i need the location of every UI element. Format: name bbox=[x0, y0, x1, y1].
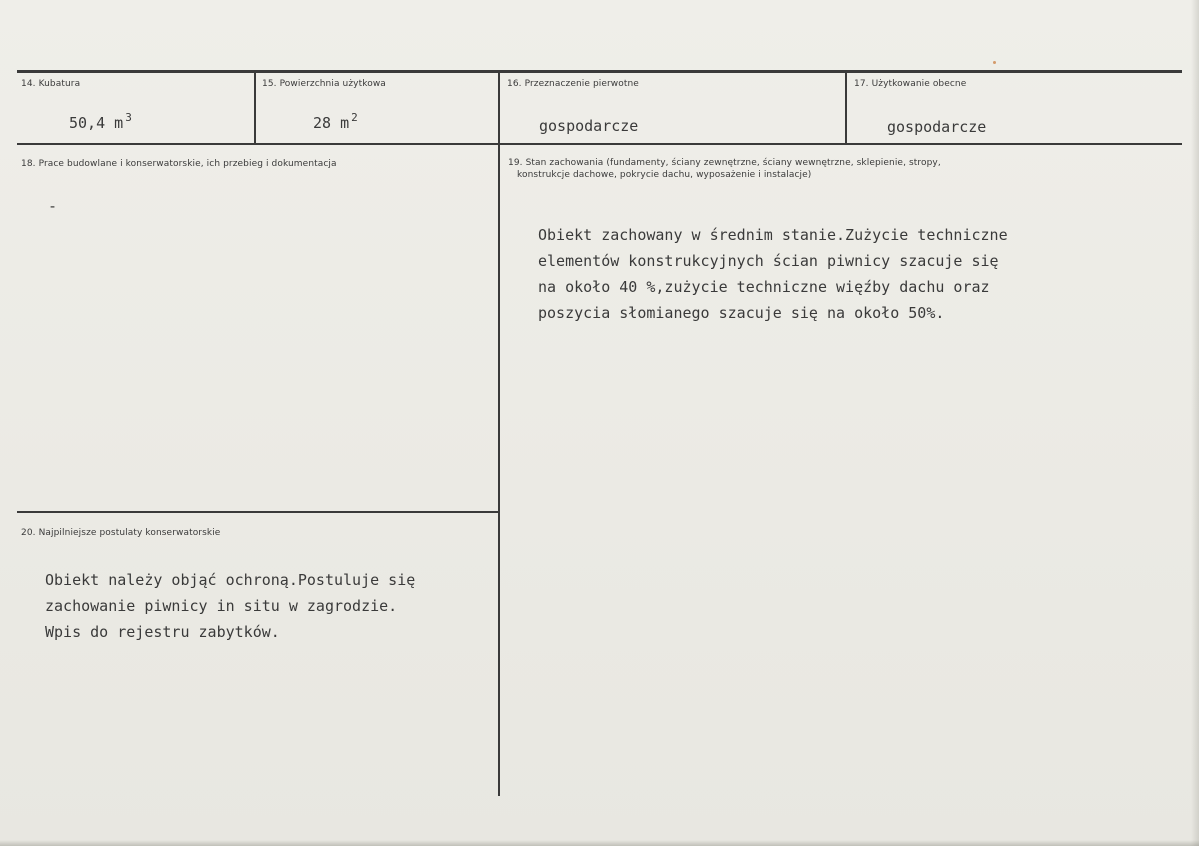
field-19-label-line-2: konstrukcje dachowe, pokrycie dachu, wyposażenie i instalacje) bbox=[517, 170, 812, 180]
field-19-line: na około 40 %,zużycie techniczne więźby dachu oraz bbox=[538, 278, 990, 296]
field-17-value: gospodarcze bbox=[887, 118, 987, 136]
field-20-text bbox=[45, 567, 415, 645]
card-edge-shadow-right bbox=[1191, 0, 1199, 846]
paper-speck bbox=[993, 61, 996, 64]
col-divider-2 bbox=[498, 72, 500, 796]
field-20-line: zachowanie piwnicy in situ w zagrodzie. bbox=[45, 597, 398, 615]
field-18-label: 18. Prace budowlane i konserwatorskie, ich przebieg i dokumentacja bbox=[21, 159, 337, 169]
field-18-value: - bbox=[48, 197, 58, 215]
field-20-line: Obiekt należy objąć ochroną.Postuluje się bbox=[45, 571, 416, 589]
field-15-value bbox=[313, 111, 358, 132]
field-14-label: 14. Kubatura bbox=[21, 79, 81, 89]
field-16-value: gospodarcze bbox=[539, 117, 639, 135]
card-edge-shadow-bottom bbox=[0, 840, 1199, 846]
field-19-line: poszycia słomianego szacuje się na około 50%. bbox=[538, 304, 945, 322]
field-15-value-exponent: 2 bbox=[351, 111, 358, 124]
field-15-value-text: 28 m bbox=[313, 114, 350, 132]
col-divider-1 bbox=[254, 72, 256, 144]
field-20-label: 20. Najpilniejsze postulaty konserwatorskie bbox=[21, 528, 221, 538]
field-20-line: Wpis do rejestru zabytków. bbox=[45, 623, 280, 641]
field-14-value-text: 50,4 m bbox=[69, 114, 124, 132]
field-19-text bbox=[538, 222, 1008, 326]
field-15-label: 15. Powierzchnia użytkowa bbox=[262, 79, 386, 89]
field-17-label: 17. Użytkowanie obecne bbox=[854, 79, 967, 89]
row-divider-top bbox=[17, 143, 1182, 145]
field-14-value bbox=[69, 111, 132, 132]
field-14-value-exponent: 3 bbox=[125, 111, 132, 124]
col-divider-3 bbox=[845, 72, 847, 144]
field-19-label-line-1: 19. Stan zachowania (fundamenty, ściany zewnętrzne, ściany wewnętrzne, sklepienie, stropy, bbox=[508, 158, 941, 168]
top-rule bbox=[17, 70, 1182, 73]
field-19-line: elementów konstrukcyjnych ścian piwnicy szacuje się bbox=[538, 252, 999, 270]
field-16-label: 16. Przeznaczenie pierwotne bbox=[507, 79, 639, 89]
field-19-line: Obiekt zachowany w średnim stanie.Zużycie techniczne bbox=[538, 226, 1008, 244]
row-divider-left bbox=[17, 511, 500, 513]
